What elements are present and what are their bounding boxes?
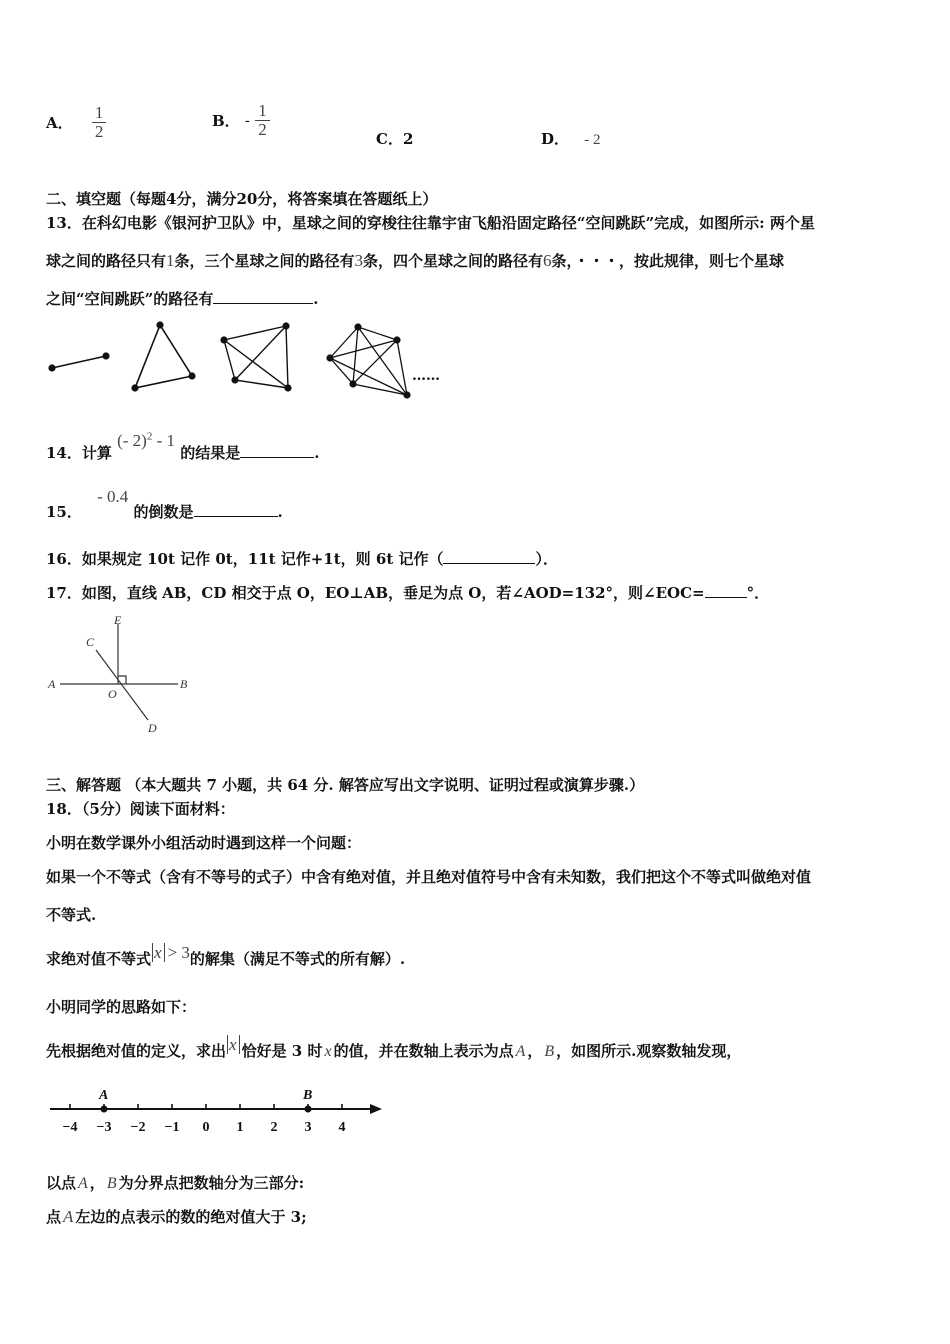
p8-text: 左边的点表示的数的绝对值大于 3;: [75, 1208, 307, 1226]
fraction-numerator: 1: [255, 102, 270, 121]
label-B: B: [180, 677, 188, 691]
p7-point-a: A: [78, 1175, 88, 1192]
label-E: E: [114, 613, 122, 627]
q14-tail: - 1: [152, 431, 176, 450]
fraction-denominator: 2: [94, 121, 104, 141]
axis-tick-label: −1: [164, 1120, 180, 1135]
fraction-denominator: 2: [258, 119, 267, 139]
number-axis: [50, 1104, 382, 1114]
q14-prefix: 14．计算: [46, 444, 112, 462]
q13-text: 条，三个星球之间的路径有: [174, 252, 355, 270]
label-A: A: [48, 677, 56, 691]
p6-text: 恰好是 3 时: [241, 1042, 323, 1060]
axis-tick-label: −4: [62, 1120, 78, 1135]
choice-b-label: B．: [212, 111, 240, 130]
choice-a-label: A．: [46, 113, 73, 132]
p7-text: 以点: [46, 1174, 77, 1192]
abs-bar-left: [152, 943, 153, 962]
paragraph-3: 不等式.: [46, 906, 97, 924]
axis-tick-label: 2: [270, 1120, 278, 1135]
q15: [46, 486, 283, 521]
q14: [46, 430, 320, 462]
q17-end: °．: [746, 584, 770, 602]
q17-lines: [60, 624, 178, 720]
q16-end: ）．: [535, 550, 558, 568]
graph-three-points: [135, 325, 192, 388]
q14-end: .: [314, 444, 320, 462]
q15-expression: - 0.4: [97, 487, 129, 506]
q14-expression: [117, 431, 175, 450]
choice-d-label: D．: [541, 130, 570, 148]
q15-suffix: 的倒数是: [133, 503, 194, 521]
p8-text: 点: [46, 1208, 62, 1226]
q13-line1: 13．在科幻电影《银河护卫队》中，星球之间的穿梭往往靠宇宙飞船沿固定路径“空间跳跃”完成，如图所示: 两个星: [46, 214, 815, 232]
paragraph-1: 小明在数学课外小组活动时遇到这样一个问题：: [46, 834, 362, 852]
p8-point-a: A: [63, 1207, 74, 1226]
section3-heading: 三、解答题 （本大题共 7 小题，共 64 分. 解答应写出文字说明、证明过程或演算步骤.）: [46, 776, 645, 794]
paragraph-8: [46, 1206, 307, 1227]
label-C: C: [86, 635, 95, 649]
p7-point-b: B: [106, 1175, 117, 1192]
q15-prefix: 15．: [46, 503, 82, 521]
paragraph-5: 小明同学的思路如下：: [46, 998, 197, 1016]
q14-exponent: 2: [146, 430, 153, 443]
axis-tick-label: 1: [236, 1120, 244, 1135]
q13-figure: [40, 318, 470, 406]
choice-a-fraction: [92, 104, 107, 141]
choice-c: C．2: [376, 130, 414, 148]
abs-bar-right: [239, 1035, 240, 1054]
p4-text: 求绝对值不等式: [46, 950, 152, 968]
abs-bar-right: [164, 943, 165, 962]
axis-tick-label: 4: [338, 1120, 346, 1135]
graph-two-points: [52, 356, 106, 368]
answer-blank[interactable]: [194, 502, 278, 517]
choice-b-fraction: [255, 102, 270, 139]
q15-end: .: [277, 503, 283, 521]
abs-bar-left: [227, 1035, 228, 1054]
p4-text: 的解集（满足不等式的所有解）.: [189, 950, 406, 968]
abs-rest: > 3: [167, 943, 190, 962]
fraction-numerator: 1: [92, 104, 107, 123]
abs-inequality: [151, 943, 190, 962]
q18-heading: 18．（5分）阅读下面材料：: [46, 800, 235, 818]
p6-point-a: A: [515, 1043, 526, 1060]
p6-point-b: B: [544, 1043, 555, 1060]
p6-variable: x: [324, 1043, 332, 1060]
paragraph-6: [46, 1035, 742, 1061]
q13-line2: [46, 250, 784, 271]
q13-number: 1: [166, 251, 175, 270]
label-D: D: [148, 721, 157, 735]
axis-tick-label: 3: [304, 1120, 312, 1135]
p7-text: ，: [89, 1174, 105, 1192]
q13-text: 条，・・・，按此规律，则七个星球: [551, 252, 785, 270]
q17-text: 17．如图，直线 AB，CD 相交于点 O，EO⊥AB，垂足为点 O，若∠AOD=132°，则∠EOC=: [46, 584, 705, 602]
choice-a: [46, 104, 106, 141]
q14-base: (- 2): [117, 431, 147, 450]
abs-variable: x: [154, 943, 162, 962]
choice-b-sign: -: [244, 111, 250, 130]
answer-blank[interactable]: [213, 289, 313, 304]
p6-text: ，: [527, 1042, 543, 1060]
label-O: O: [108, 687, 117, 701]
p6-text: ，如图所示.观察数轴发现，: [556, 1042, 742, 1060]
answer-blank[interactable]: [443, 549, 535, 564]
answer-blank[interactable]: [240, 443, 314, 458]
q14-suffix: 的结果是: [180, 444, 241, 462]
q13-end: .: [313, 290, 319, 308]
q13-ellipsis: ……: [412, 368, 440, 384]
q13-number: 6: [543, 251, 552, 270]
choice-b: [212, 102, 270, 139]
p6-text: 先根据绝对值的定义，求出: [46, 1042, 227, 1060]
section2-heading: 二、填空题（每题4分，满分20分，将答案填在答题纸上）: [46, 190, 438, 208]
paragraph-7: [46, 1172, 304, 1193]
q17: [46, 582, 769, 603]
p7-text: 为分界点把数轴分为三部分:: [118, 1174, 305, 1192]
point-b-dot: [305, 1106, 312, 1113]
q13-text: 之间“空间跳跃”的路径有: [46, 290, 214, 308]
q13-text: 条，四个星球之间的路径有: [363, 252, 544, 270]
paragraph-4: [46, 943, 406, 969]
axis-tick-label: −2: [130, 1120, 146, 1135]
point-a-label: A: [99, 1088, 109, 1103]
choice-d-value: - 2: [584, 132, 601, 148]
axis-tick-label: −3: [96, 1120, 112, 1135]
paragraph-2: 如果一个不等式（含有不等号的式子）中含有绝对值，并且绝对值符号中含有未知数，我们把这个不等式叫做绝对值: [46, 868, 812, 886]
q16: [46, 548, 558, 569]
point-a-dot: [101, 1106, 108, 1113]
axis-tick-label: 0: [202, 1120, 210, 1135]
choice-d: [541, 128, 601, 149]
answer-blank[interactable]: [705, 583, 747, 598]
q16-text: 16．如果规定 10t 记作 0t，11t 记作+1t，则 6t 记作（: [46, 550, 444, 568]
q13-number: 3: [354, 251, 364, 270]
q13-text: 球之间的路径只有: [46, 252, 167, 270]
number-line: [40, 1080, 390, 1140]
q17-figure: [40, 612, 210, 736]
axis-tick-labels: [63, 1120, 346, 1135]
p6-text: 的值，并在数轴上表示为点: [333, 1042, 514, 1060]
point-b-label: B: [303, 1088, 313, 1103]
q13-line3: [46, 288, 319, 309]
abs-x: [226, 1035, 242, 1054]
abs-variable: x: [229, 1035, 237, 1054]
q15-suffix-group: [134, 503, 283, 521]
q14-suffix-group: [180, 444, 319, 462]
